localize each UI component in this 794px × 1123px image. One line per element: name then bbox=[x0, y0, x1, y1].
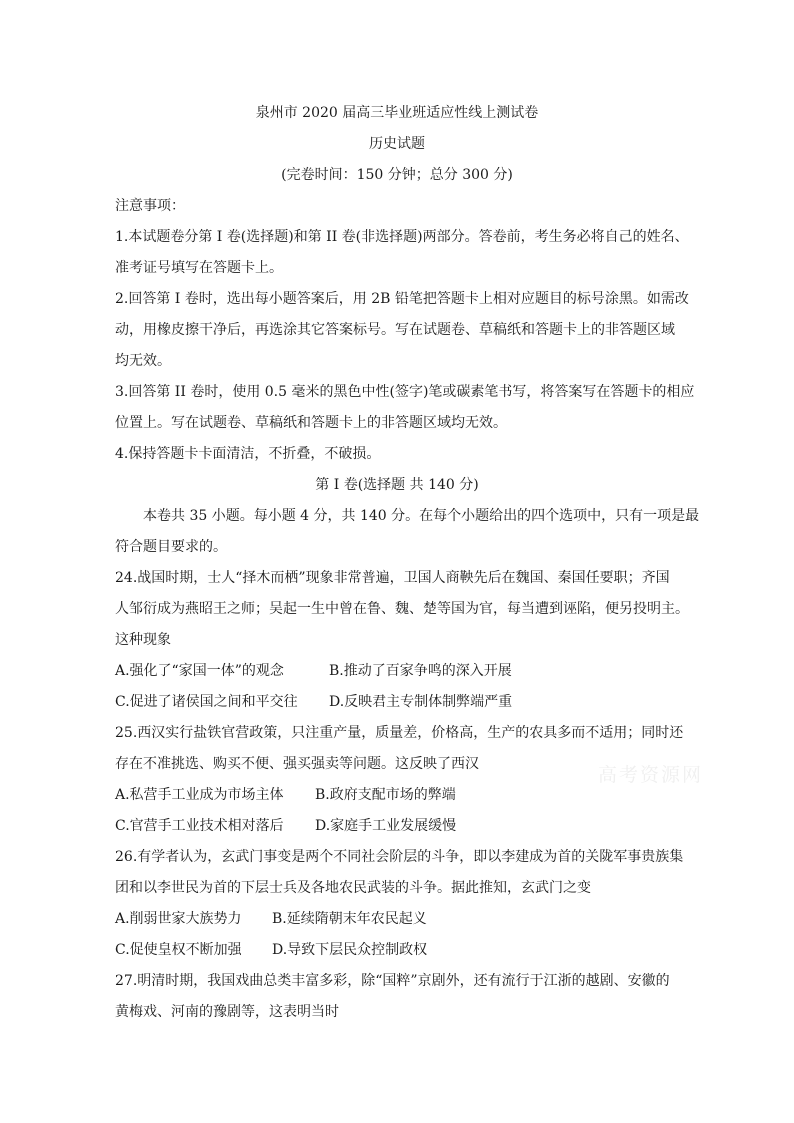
option-b: B.推动了百家争鸣的深入开展 bbox=[329, 663, 512, 679]
notice-heading: 注意事项： bbox=[115, 198, 185, 214]
exam-title: 泉州市 2020 届高三毕业班适应性线上测试卷 bbox=[255, 105, 539, 121]
option-a: A.削弱世家大族势力 bbox=[115, 911, 242, 927]
option-d: D.家庭手工业发展缓慢 bbox=[315, 818, 457, 834]
option-c: C.促使皇权不断加强 bbox=[115, 942, 242, 958]
notice-item-4: 4.保持答题卡卡面清洁，不折叠，不破损。 bbox=[115, 446, 381, 462]
option-c: C.促进了诸侯国之间和平交往 bbox=[115, 694, 298, 710]
question-stem-line: 黄梅戏、河南的豫剧等，这表明当时 bbox=[115, 1004, 339, 1020]
section-title: 第 I 卷(选择题 共 140 分) bbox=[315, 477, 479, 493]
subject-title: 历史试题 bbox=[369, 136, 425, 152]
notice-item-2: 2.回答第 I 卷时，选出每小题答案后，用 2B 铅笔把答题卡上相对应题目的标号涂黑。如需改 bbox=[115, 291, 689, 307]
question-stem-line: 27.明清时期，我国戏曲总类丰富多彩，除“国粹”京剧外，还有流行于江浙的越剧、安徽的 bbox=[115, 973, 670, 989]
question-stem-line: 存在不准挑选、购买不便、强买强卖等问题。这反映了西汉 bbox=[115, 756, 479, 772]
watermark: 高考资源网 bbox=[598, 764, 704, 786]
question-stem-line: 26.有学者认为，玄武门事变是两个不同社会阶层的斗争，即以李建成为首的关陇军事贵族集 bbox=[115, 849, 684, 865]
question-stem-line: 团和以李世民为首的下层士兵及各地农民武装的斗争。据此推知，玄武门之变 bbox=[115, 880, 591, 896]
option-row bbox=[115, 940, 681, 960]
section-intro-cont: 符合题目要求的。 bbox=[115, 539, 227, 555]
option-b: B.政府支配市场的弊端 bbox=[315, 787, 456, 803]
notice-item-3-cont: 位置上。写在试题卷、草稿纸和答题卡上的非答题区域均无效。 bbox=[115, 415, 507, 431]
question-stem-line: 25.西汉实行盐铁官营政策，只注重产量，质量差，价格高，生产的农具多而不适用；同时还 bbox=[115, 725, 684, 741]
option-a: A.强化了“家国一体”的观念 bbox=[115, 663, 284, 679]
exam-time-info: (完卷时间：150 分钟；总分 300 分) bbox=[281, 167, 513, 183]
option-b: B.延续隋朝末年农民起义 bbox=[272, 911, 427, 927]
section-intro: 本卷共 35 小题。每小题 4 分，共 140 分。在每个小题给出的四个选项中，只有一项是最 bbox=[143, 508, 700, 524]
option-row bbox=[115, 785, 681, 805]
question-stem-line: 这种现象 bbox=[115, 632, 171, 648]
notice-item-2-cont: 动，用橡皮擦干净后，再选涂其它答案标号。写在试题卷、草稿纸和答题卡上的非答题区域 bbox=[115, 322, 675, 338]
option-row bbox=[115, 692, 681, 712]
question-stem-line: 24.战国时期，士人“择木而栖”现象非常普遍，卫国人商鞅先后在魏国、秦国任要职；齐国 bbox=[115, 570, 670, 586]
option-row bbox=[115, 909, 681, 929]
option-row bbox=[115, 661, 681, 681]
option-row bbox=[115, 816, 681, 836]
notice-item-2-cont2: 均无效。 bbox=[115, 353, 171, 369]
option-d: D.反映君主专制体制弊端严重 bbox=[329, 694, 513, 710]
option-a: A.私营手工业成为市场主体 bbox=[115, 787, 284, 803]
notice-item-1-cont: 准考证号填写在答题卡上。 bbox=[115, 260, 283, 276]
option-d: D.导致下层民众控制政权 bbox=[272, 942, 428, 958]
notice-item-1: 1.本试题卷分第 I 卷(选择题)和第 II 卷(非选择题)两部分。答卷前，考生务必将自己的姓名、 bbox=[115, 229, 689, 245]
question-stem-line: 人邹衍成为燕昭王之师；吴起一生中曾在鲁、魏、楚等国为官，每当遭到诬陷，便另投明主。 bbox=[115, 601, 689, 617]
option-c: C.官营手工业技术相对落后 bbox=[115, 818, 284, 834]
notice-item-3: 3.回答第 II 卷时，使用 0.5 毫米的黑色中性(签字)笔或碳素笔书写，将答案写在答题卡的相应 bbox=[115, 384, 695, 400]
